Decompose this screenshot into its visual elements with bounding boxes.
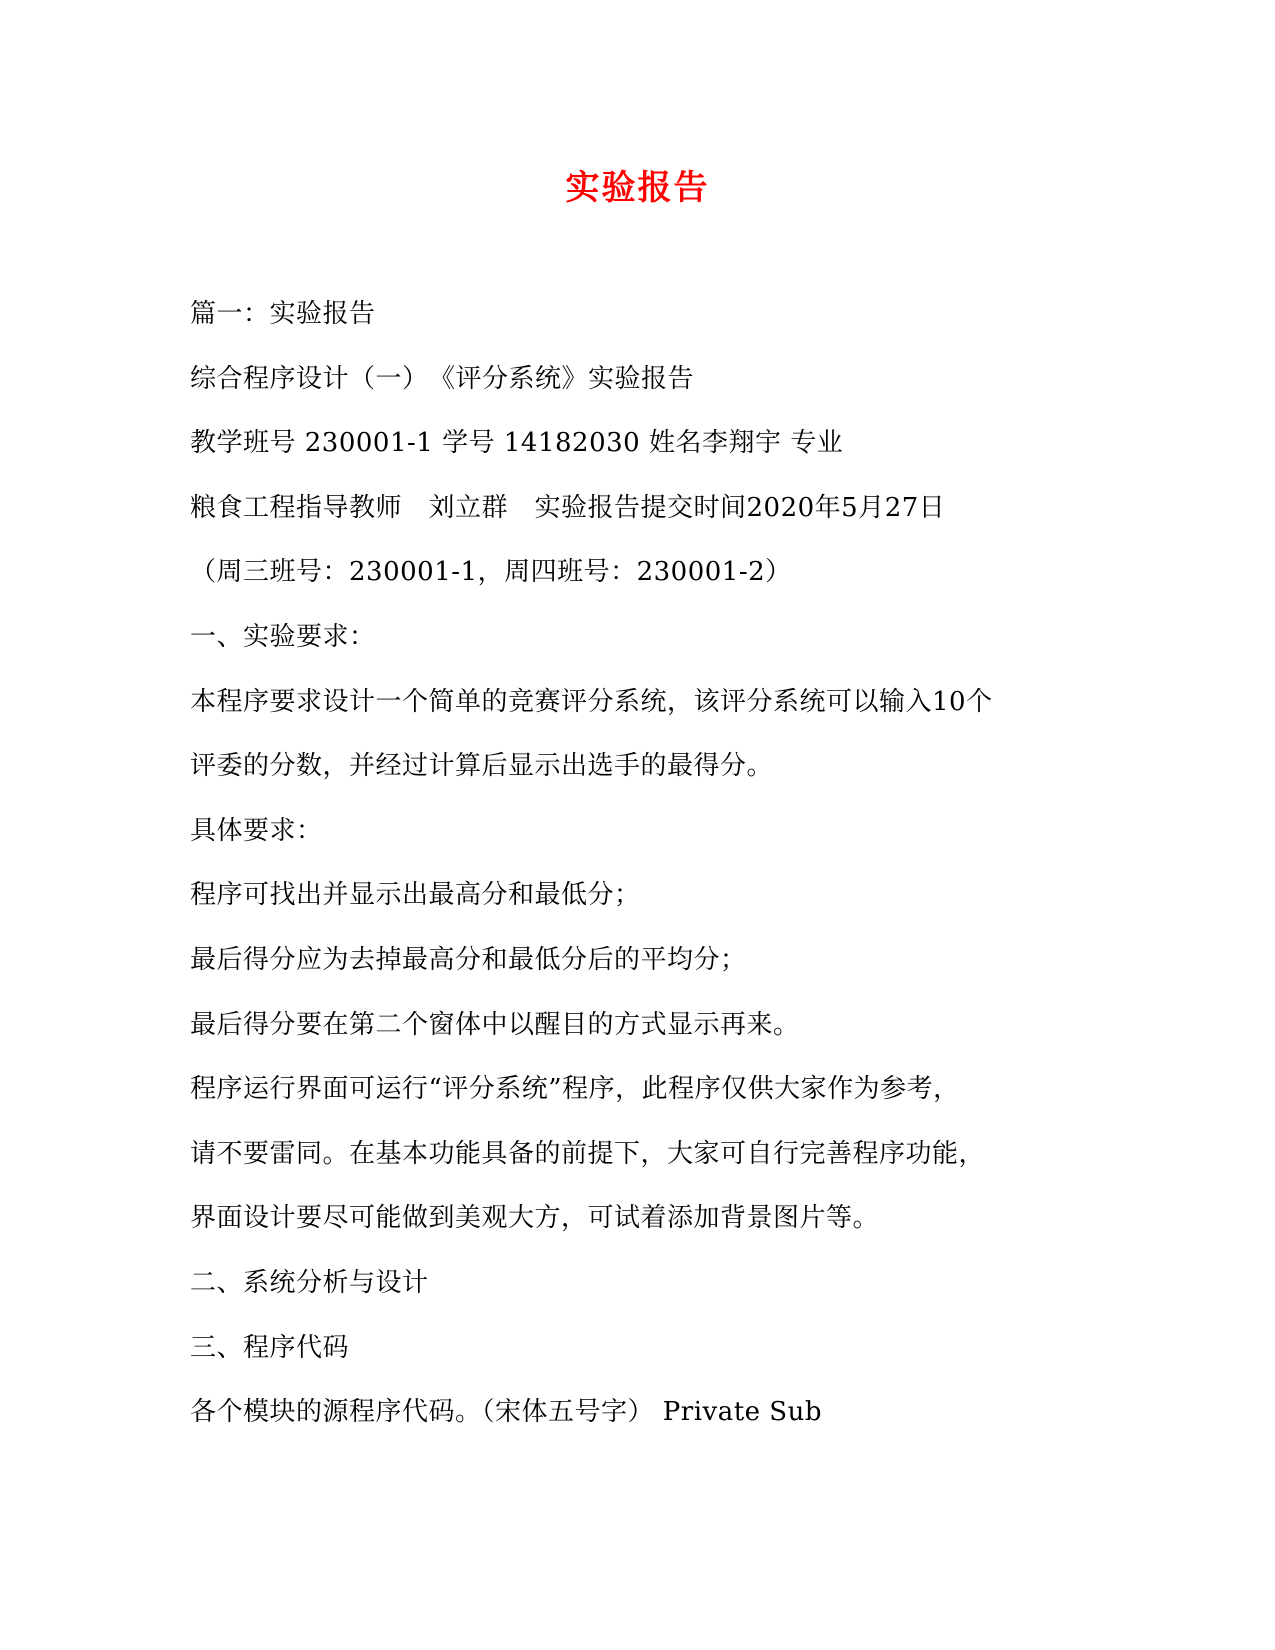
text-line: 请不要雷同。在基本功能具备的前提下，大家可自行完善程序功能， [190, 1138, 986, 1169]
text-line: 程序运行界面可运行“评分系统”程序，此程序仅供大家作为参考， [190, 1074, 960, 1105]
document-body [190, 282, 1090, 1445]
text-line: 评委的分数，并经过计算后显示出选手的最得分。 [190, 751, 774, 782]
section-heading: 二、系统分析与设计 [190, 1267, 429, 1298]
text-line: 各个模块的源程序代码。（宋体五号字） Private Sub [190, 1397, 822, 1428]
text-line: 界面设计要尽可能做到美观大方，可试着添加背景图片等。 [190, 1203, 880, 1234]
section-heading: 三、程序代码 [190, 1332, 350, 1363]
text-line: （周三班号：230001-1，周四班号：230001-2） [190, 557, 792, 588]
text-line: 程序可找出并显示出最高分和最低分； [190, 880, 641, 911]
text-line: 具体要求： [190, 815, 323, 846]
section-heading: 一、实验要求： [190, 621, 376, 652]
text-line: 教学班号 230001-1 学号 14182030 姓名李翔宇 专业 [190, 428, 844, 459]
text-line: 综合程序设计（一） 《评分系统》实验报告 [190, 363, 695, 394]
text-line: 篇一：实验报告 [190, 299, 376, 329]
text-line: 粮食工程指导教师 刘立群 实验报告提交时间2020年5月27日 [190, 492, 946, 523]
text-line: 本程序要求设计一个简单的竞赛评分系统，该评分系统可以输入10个 [190, 686, 993, 717]
text-line: 最后得分要在第二个窗体中以醒目的方式显示再来。 [190, 1009, 800, 1040]
document-title: 实验报告 [565, 168, 710, 208]
text-line: 最后得分应为去掉最高分和最低分后的平均分； [190, 944, 747, 975]
